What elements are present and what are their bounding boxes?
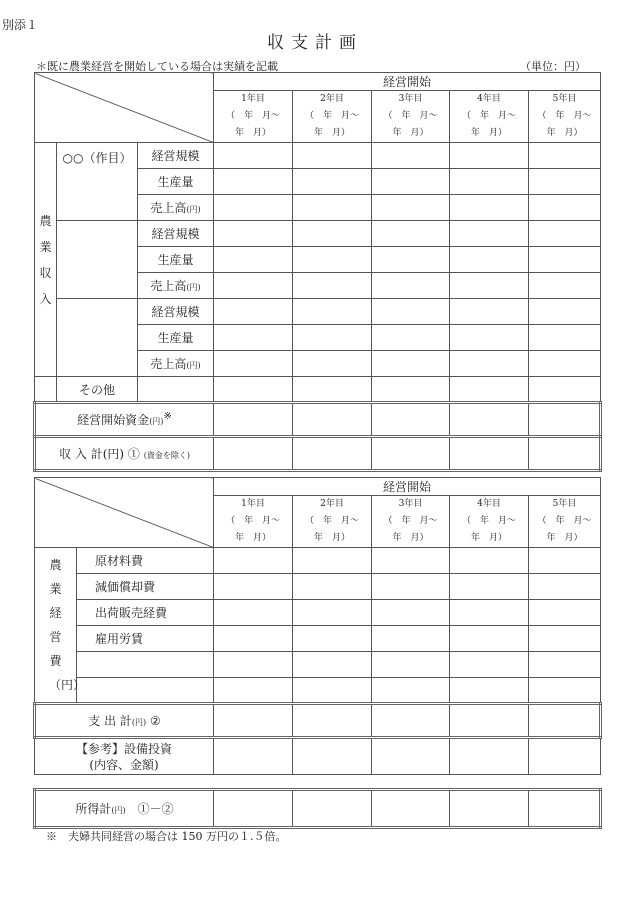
value-cell-year-5[interactable] (529, 548, 601, 574)
year-to: 年 月） (546, 128, 583, 138)
year-label: 4年目 (477, 94, 501, 104)
value-cell-year-2[interactable] (293, 548, 372, 574)
value-cell-year-5[interactable] (529, 273, 601, 299)
value-cell-year-4[interactable] (450, 325, 529, 351)
value-cell-year-2[interactable] (293, 738, 372, 775)
section-label-expense: 農業経営費（円） (35, 548, 77, 704)
value-cell-year-4[interactable] (450, 143, 529, 169)
row-label: 生産量 (138, 325, 214, 351)
value-cell-year-4[interactable] (450, 351, 529, 377)
income-table (33, 72, 602, 472)
year-header-4 (450, 496, 529, 548)
value-cell-year-4[interactable] (450, 437, 529, 471)
value-cell-year-5[interactable] (529, 652, 601, 678)
year-label: 1年目 (241, 94, 265, 104)
value-cell-year-4[interactable] (450, 548, 529, 574)
value-cell-year-3[interactable] (372, 195, 450, 221)
value-cell-year-1[interactable] (214, 626, 293, 652)
value-cell-year-1[interactable] (214, 652, 293, 678)
value-cell-year-1[interactable] (214, 704, 293, 738)
year-label: 3年目 (398, 94, 423, 104)
value-cell-year-1[interactable] (214, 143, 293, 169)
year-to: 年 月） (470, 533, 507, 543)
value-cell-year-2[interactable] (293, 143, 372, 169)
year-header-3 (372, 91, 450, 143)
value-cell-year-5[interactable] (529, 143, 601, 169)
value-cell-year-4[interactable] (450, 652, 529, 678)
value-cell-year-3[interactable] (372, 377, 450, 403)
value-cell-year-2[interactable] (293, 195, 372, 221)
value-cell-year-2[interactable] (293, 247, 372, 273)
value-cell-year-3[interactable] (372, 325, 450, 351)
value-cell-year-1[interactable] (214, 169, 293, 195)
year-to: 年 月） (392, 533, 429, 543)
crop-cell[interactable] (57, 299, 138, 377)
value-cell-year-5[interactable] (529, 247, 601, 273)
value-cell-year-5[interactable] (529, 790, 601, 828)
year-label: 4年目 (477, 499, 501, 509)
value-cell-year-1[interactable] (214, 351, 293, 377)
value-cell-year-3[interactable] (372, 626, 450, 652)
year-from: （ 年 月～ (304, 516, 359, 526)
value-cell-year-5[interactable] (529, 377, 601, 403)
value-cell-year-3[interactable] (372, 143, 450, 169)
value-cell-year-1[interactable] (214, 437, 293, 471)
value-cell-year-2[interactable] (293, 351, 372, 377)
year-label: 5年目 (552, 94, 577, 104)
year-from: （ 年 月～ (383, 516, 438, 526)
value-cell-year-5[interactable] (529, 704, 601, 738)
value-cell-year-4[interactable] (450, 574, 529, 600)
value-cell-year-5[interactable] (529, 351, 601, 377)
value-cell-year-1[interactable] (214, 678, 293, 704)
expense-total-label: 支 出 計(円) ② (35, 704, 214, 738)
year-from: （ 年 月～ (226, 111, 281, 121)
year-label: 2年目 (320, 94, 344, 104)
income-total-label: 収 入 計(円) ① (資金を除く) (35, 437, 214, 471)
value-cell-year-1[interactable] (214, 790, 293, 828)
year-to: 年 月） (471, 128, 508, 138)
annex-label: 別添１ (2, 18, 39, 32)
year-header-5 (529, 496, 601, 548)
row-label: 経営規模 (138, 299, 214, 325)
value-cell-year-1[interactable] (214, 221, 293, 247)
value-cell-year-3[interactable] (372, 600, 450, 626)
year-to: 年 月） (235, 128, 272, 138)
value-cell-year-3[interactable] (372, 548, 450, 574)
income-total-table (33, 788, 602, 829)
value-cell-year-1[interactable] (214, 299, 293, 325)
value-cell-year-5[interactable] (529, 626, 601, 652)
row-label: 生産量 (138, 247, 214, 273)
value-cell-year-5[interactable] (529, 403, 601, 437)
year-from: （ 年 月～ (537, 516, 592, 526)
value-cell-year-2[interactable] (293, 403, 372, 437)
other-cell[interactable] (138, 377, 214, 403)
value-cell-year-3[interactable] (372, 678, 450, 704)
year-label: 5年目 (552, 499, 577, 509)
value-cell-year-1[interactable] (214, 548, 293, 574)
value-cell-year-4[interactable] (450, 704, 529, 738)
value-cell-year-5[interactable] (529, 574, 601, 600)
start-fund-label: 経営開始資金(円)※ (35, 403, 214, 437)
value-cell-year-3[interactable] (372, 247, 450, 273)
value-cell-year-5[interactable] (529, 299, 601, 325)
year-from: （ 年 月～ (537, 111, 592, 121)
value-cell-year-2[interactable] (293, 169, 372, 195)
reference-label: 【参考】設備投資 (内容、金額) (35, 738, 214, 775)
unit-label: （単位：円） (520, 60, 586, 73)
row-label: 雇用労賃 (77, 626, 214, 652)
year-header-2 (293, 496, 372, 548)
value-cell-year-2[interactable] (293, 574, 372, 600)
year-to: 年 月） (234, 533, 271, 543)
value-cell-year-3[interactable] (372, 221, 450, 247)
other-label: その他 (57, 377, 138, 403)
row-label: 出荷販売経費 (77, 600, 214, 626)
year-from: （ 年 月～ (383, 111, 438, 121)
value-cell-year-2[interactable] (293, 678, 372, 704)
value-cell-year-5[interactable] (529, 221, 601, 247)
value-cell-year-2[interactable] (293, 377, 372, 403)
value-cell-year-3[interactable] (372, 738, 450, 775)
row-label: 売上高(円) (138, 351, 214, 377)
value-cell-year-2[interactable] (293, 652, 372, 678)
blank-cell (35, 377, 57, 403)
group-header: 経営開始 (214, 478, 601, 496)
income-total-label: 所得計(円) ①－② (35, 790, 214, 828)
value-cell-year-2[interactable] (293, 704, 372, 738)
value-cell-year-3[interactable] (372, 299, 450, 325)
value-cell-year-3[interactable] (372, 790, 450, 828)
value-cell-year-3[interactable] (372, 169, 450, 195)
value-cell-year-3[interactable] (372, 351, 450, 377)
value-cell-year-1[interactable] (214, 738, 293, 775)
value-cell-year-1[interactable] (214, 403, 293, 437)
corner-cell (35, 73, 214, 143)
value-cell-year-5[interactable] (529, 738, 601, 775)
value-cell-year-2[interactable] (293, 273, 372, 299)
value-cell-year-1[interactable] (214, 600, 293, 626)
year-header-2 (293, 91, 372, 143)
year-to: 年 月） (546, 533, 583, 543)
footnote: ※ 夫婦共同経営の場合は 150 万円の１.５倍。 (46, 830, 287, 843)
value-cell-year-4[interactable] (450, 299, 529, 325)
value-cell-year-5[interactable] (529, 600, 601, 626)
value-cell-year-2[interactable] (293, 790, 372, 828)
row-label-blank[interactable] (77, 652, 214, 678)
year-header-1 (214, 496, 293, 548)
value-cell-year-2[interactable] (293, 299, 372, 325)
year-header-4 (450, 91, 529, 143)
crop-label: ○○（作目） (57, 143, 138, 221)
value-cell-year-4[interactable] (450, 169, 529, 195)
value-cell-year-2[interactable] (293, 626, 372, 652)
year-label: 3年目 (398, 499, 423, 509)
value-cell-year-5[interactable] (529, 678, 601, 704)
value-cell-year-4[interactable] (450, 247, 529, 273)
section-label-income: 農 業 収 入 (35, 143, 57, 377)
value-cell-year-3[interactable] (372, 574, 450, 600)
value-cell-year-4[interactable] (450, 790, 529, 828)
value-cell-year-4[interactable] (450, 273, 529, 299)
value-cell-year-3[interactable] (372, 652, 450, 678)
year-to: 年 月） (313, 533, 350, 543)
value-cell-year-1[interactable] (214, 574, 293, 600)
row-label: 生産量 (138, 169, 214, 195)
value-cell-year-4[interactable] (450, 403, 529, 437)
year-from: （ 年 月～ (305, 111, 360, 121)
value-cell-year-1[interactable] (214, 377, 293, 403)
value-cell-year-3[interactable] (372, 437, 450, 471)
value-cell-year-1[interactable] (214, 273, 293, 299)
corner-cell (35, 478, 214, 548)
row-label: 減価償却費 (77, 574, 214, 600)
value-cell-year-4[interactable] (450, 221, 529, 247)
row-label: 原材料費 (77, 548, 214, 574)
year-header-3 (372, 496, 450, 548)
value-cell-year-1[interactable] (214, 195, 293, 221)
value-cell-year-4[interactable] (450, 678, 529, 704)
value-cell-year-1[interactable] (214, 247, 293, 273)
value-cell-year-2[interactable] (293, 437, 372, 471)
row-label: 経営規模 (138, 221, 214, 247)
value-cell-year-1[interactable] (214, 325, 293, 351)
note-text: ＊既に農業経営を開始している場合は実績を記載 (36, 60, 278, 73)
year-from: （ 年 月～ (462, 111, 517, 121)
year-header-1 (214, 91, 293, 143)
value-cell-year-3[interactable] (372, 403, 450, 437)
year-from: （ 年 月～ (461, 516, 516, 526)
year-header-5 (529, 91, 601, 143)
value-cell-year-4[interactable] (450, 600, 529, 626)
value-cell-year-2[interactable] (293, 600, 372, 626)
row-label: 売上高(円) (138, 195, 214, 221)
row-label: 経営規模 (138, 143, 214, 169)
value-cell-year-4[interactable] (450, 195, 529, 221)
value-cell-year-3[interactable] (372, 704, 450, 738)
value-cell-year-2[interactable] (293, 325, 372, 351)
year-to: 年 月） (314, 128, 351, 138)
group-header: 経営開始 (214, 73, 601, 91)
row-label: 売上高(円) (138, 273, 214, 299)
year-to: 年 月） (392, 128, 429, 138)
value-cell-year-5[interactable] (529, 325, 601, 351)
page-title: 収支計画 (267, 33, 363, 53)
value-cell-year-5[interactable] (529, 195, 601, 221)
value-cell-year-4[interactable] (450, 738, 529, 775)
year-label: 2年目 (320, 499, 344, 509)
year-label: 1年目 (241, 499, 265, 509)
year-from: （ 年 月～ (225, 516, 280, 526)
value-cell-year-3[interactable] (372, 273, 450, 299)
value-cell-year-5[interactable] (529, 169, 601, 195)
value-cell-year-2[interactable] (293, 221, 372, 247)
row-label-blank[interactable] (77, 678, 214, 704)
expense-table (33, 477, 602, 775)
value-cell-year-4[interactable] (450, 377, 529, 403)
value-cell-year-4[interactable] (450, 626, 529, 652)
value-cell-year-5[interactable] (529, 437, 601, 471)
crop-cell[interactable] (57, 221, 138, 299)
